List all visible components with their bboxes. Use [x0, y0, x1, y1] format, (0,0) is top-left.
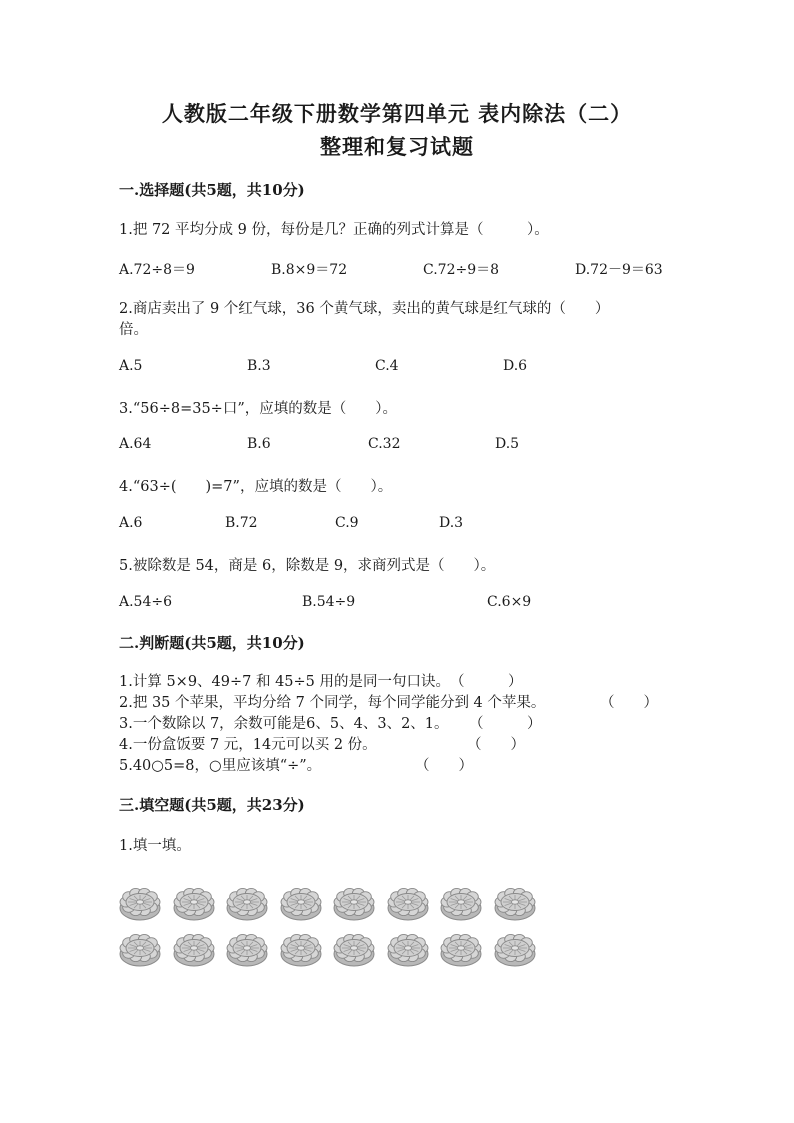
judgement-item	[119, 733, 679, 753]
flower-cookie-icon	[492, 930, 538, 970]
option-a[interactable]: A.54÷6	[119, 594, 173, 610]
question-text: 1.把 72 平均分成 9 份，每份是几？正确的列式计算是（ ）。	[119, 222, 549, 238]
judgement-text: 5.40○5=8，○里应该填“÷”。	[119, 758, 322, 774]
flower-cookie-icon	[171, 930, 217, 970]
flower-cookie-icon	[331, 930, 377, 970]
option-d[interactable]: D.72－9＝63	[575, 262, 663, 278]
option-d[interactable]: D.3	[439, 515, 464, 531]
flower-cookie-icon	[224, 884, 270, 924]
flower-cookie-icon	[385, 930, 431, 970]
option-b[interactable]: B.8×9＝72	[271, 262, 348, 278]
answer-blank[interactable]: （ ）	[450, 674, 523, 690]
option-a[interactable]: A.72÷8＝9	[119, 262, 195, 278]
option-c[interactable]: C.6×9	[487, 594, 532, 610]
option-a[interactable]: A.5	[119, 358, 143, 374]
section-heading-fill: 三.填空题(共5题，共23分)	[119, 796, 305, 814]
flower-cookie-icon	[331, 884, 377, 924]
question-text-continued: 倍。	[119, 322, 148, 338]
option-a[interactable]: A.6	[119, 515, 143, 531]
options-row	[119, 515, 719, 535]
option-b[interactable]: B.72	[225, 515, 258, 531]
page-subtitle: 整理和复习试题	[320, 134, 474, 159]
option-b[interactable]: B.6	[247, 436, 271, 452]
options-row	[119, 358, 719, 378]
flower-cookie-icon	[224, 930, 270, 970]
option-d[interactable]: D.6	[503, 358, 528, 374]
question-text: 5.被除数是 54，商是 6，除数是 9，求商列式是（ ）。	[119, 558, 496, 574]
options-row	[119, 259, 719, 279]
flower-cookie-icon	[438, 930, 484, 970]
option-c[interactable]: C.72÷9＝8	[423, 262, 500, 278]
flower-cookie-icon	[278, 930, 324, 970]
flower-cookie-icon	[438, 884, 484, 924]
answer-blank[interactable]: （ ）	[469, 716, 542, 732]
judgement-text: 4.一份盒饭要 7 元，14元可以买 2 份。	[119, 737, 377, 753]
question-text: 3.“56÷8=35÷口”，应填的数是（ ）。	[119, 401, 397, 417]
option-c[interactable]: C.32	[368, 436, 401, 452]
answer-blank[interactable]: （ ）	[415, 758, 473, 774]
section-heading-choice: 一.选择题(共5题，共10分)	[119, 181, 305, 199]
flower-illustration	[117, 884, 557, 976]
judgement-item	[119, 712, 679, 732]
options-row	[119, 436, 719, 456]
flower-cookie-icon	[171, 884, 217, 924]
option-b[interactable]: B.3	[247, 358, 271, 374]
judgement-item	[119, 670, 679, 690]
section-heading-judgement: 二.判断题(共5题，共10分)	[119, 634, 305, 652]
answer-blank[interactable]: （ ）	[600, 695, 658, 711]
flower-cookie-icon	[385, 884, 431, 924]
option-d[interactable]: D.5	[495, 436, 520, 452]
judgement-item	[119, 754, 679, 774]
option-b[interactable]: B.54÷9	[302, 594, 356, 610]
question-text: 2.商店卖出了 9 个红气球，36 个黄气球，卖出的黄气球是红气球的（ ）	[119, 301, 610, 317]
option-c[interactable]: C.9	[335, 515, 359, 531]
flower-cookie-icon	[117, 930, 163, 970]
question-text: 4.“63÷( )=7”，应填的数是（ ）。	[119, 479, 393, 495]
options-row	[119, 594, 719, 614]
judgement-text: 2.把 35 个苹果，平均分给 7 个同学，每个同学能分到 4 个苹果。	[119, 695, 546, 711]
flower-cookie-icon	[117, 884, 163, 924]
question-text: 1.填一填。	[119, 838, 191, 854]
option-c[interactable]: C.4	[375, 358, 399, 374]
option-a[interactable]: A.64	[119, 436, 152, 452]
judgement-text: 1.计算 5×9、49÷7 和 45÷5 用的是同一句口诀。	[119, 674, 451, 690]
flower-cookie-icon	[492, 884, 538, 924]
answer-blank[interactable]: （ ）	[467, 737, 525, 753]
judgement-item	[119, 691, 679, 711]
page-title: 人教版二年级下册数学第四单元 表内除法（二）	[161, 101, 633, 126]
flower-cookie-icon	[278, 884, 324, 924]
judgement-text: 3.一个数除以 7，余数可能是6、5、4、3、2、1。	[119, 716, 449, 732]
